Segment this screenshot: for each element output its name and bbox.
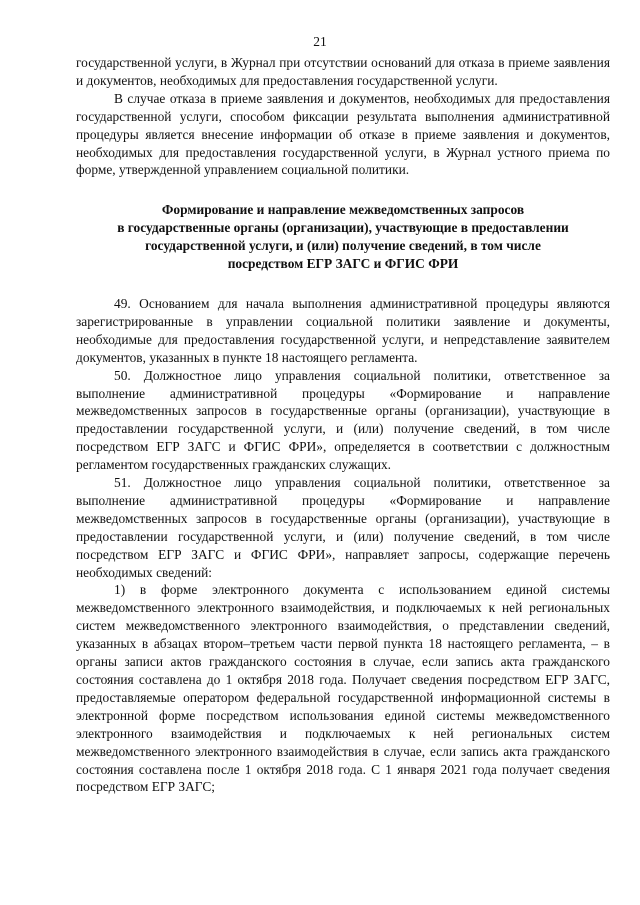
paragraph-51-item-1: 1) в форме электронного документа с использованием единой системы межведомственного электронного взаимодействия, и подключаемых к ней региональных систем межведомственного электронного взаимодействия, о представлении сведений, указанных в абзацах втором–третьем части первой пункта 18 настоящего регламента, – в органы записи актов гражданского состояния в случае, если запись акта гражданского состояния составлена до 1 октября 2018 года. Получает сведения посредством ЕГР ЗАГС, предоставляемые оператором федеральной государственной информационной системы в электронной форме посредством использования единой системы межведомственного электронного взаимодействия и подключаемых к ней региональных систем межведомственного электронного взаимодействия в случае, если запись акта гражданского состояния составлена после 1 октября 2018 года. С 1 января 2021 года получает сведения посредством ЕГР ЗАГС; (76, 582, 610, 795)
paragraph-continuation: государственной услуги, в Журнал при отсутствии оснований для отказа в приеме заявления и документов, необходимых для предоставления государственной услуги. (76, 55, 610, 88)
page-number: 21 (313, 34, 327, 49)
page-content (76, 54, 610, 796)
section-heading (76, 201, 610, 273)
paragraph-50: 50. Должностное лицо управления социальной политики, ответственное за выполнение административной процедуры «Формирование и направление межведомственных запросов в государственные органы (организации), участвующие в предоставлении государственной услуги, и (или) получение сведений, в том числе посредством ЕГР ЗАГС и ФГИС ФРИ», определяется в соответствии с должностным регламентом государственных гражданских служащих. (76, 367, 610, 473)
section-heading-line: государственной услуги, и (или) получение сведений, в том числе (145, 238, 541, 254)
section-heading-line: посредством ЕГР ЗАГС и ФГИС ФРИ (227, 256, 459, 272)
paragraph-refusal: В случае отказа в приеме заявления и документов, необходимых для предоставления государственной услуги, способом фиксации результата выполнения административной процедуры является внесение информации об отказе в приеме заявления и документов, необходимых для предоставления государственной услуги, в Журнал устного приема по форме, утвержденной управлением социальной политики. (76, 90, 610, 178)
section-heading-line: Формирование и направление межведомственных запросов (161, 202, 525, 218)
section-heading-line: в государственные органы (организации), участвующие в предоставлении (117, 220, 569, 236)
paragraph-51: 51. Должностное лицо управления социальной политики, ответственное за выполнение административной процедуры «Формирование и направление межведомственных запросов в государственные органы (организации), участвующие в предоставлении государственной услуги, и (или) получение сведений, в том числе посредством ЕГР ЗАГС и ФГИС ФРИ», направляет запросы, содержащие перечень необходимых сведений: (76, 475, 610, 580)
paragraph-49: 49. Основанием для начала выполнения административной процедуры являются зарегистрированные в управлении социальной политики заявление и документы, необходимые для предоставления государственной услуги, и непредставление заявителем документов, указанных в пункте 18 настоящего регламента. (76, 295, 610, 365)
